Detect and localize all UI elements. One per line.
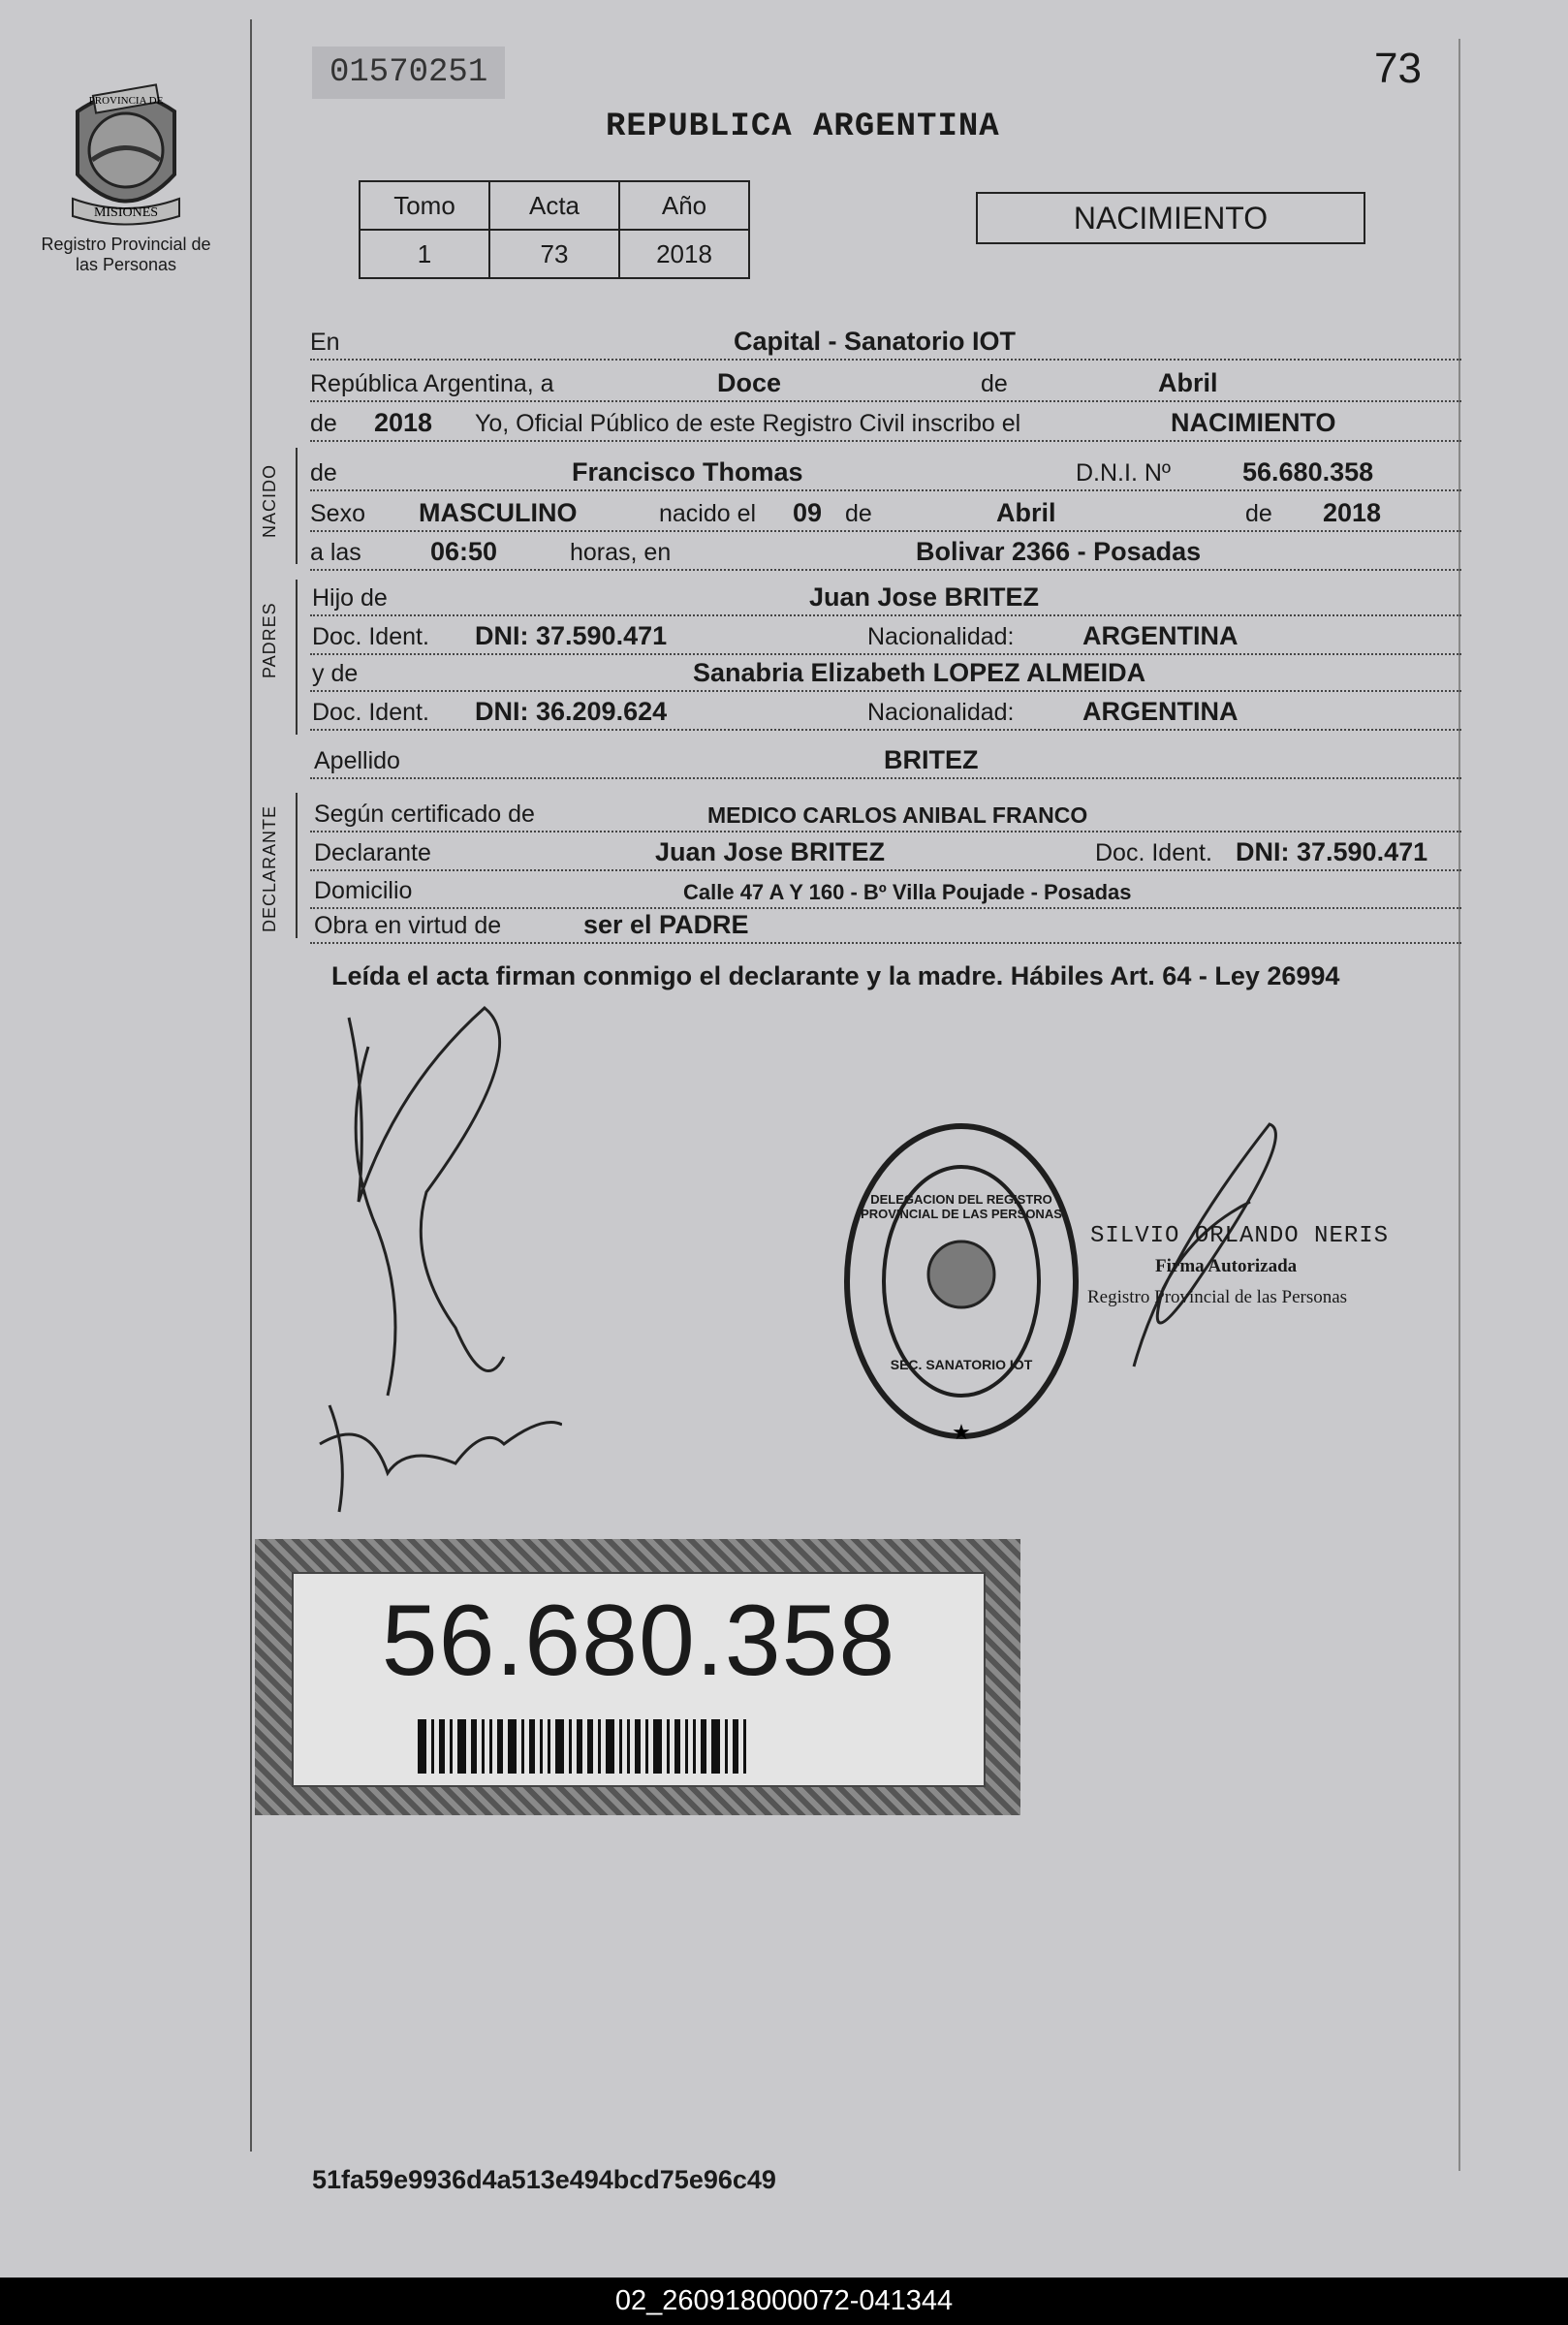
row-certificate bbox=[310, 792, 1461, 833]
value-certificate: MEDICO CARLOS ANIBAL FRANCO bbox=[707, 802, 1088, 828]
stamp-ring-text: DELEGACION DEL REGISTRO PROVINCIAL DE LAS PERSONAS bbox=[861, 1192, 1062, 1221]
official-name: SILVIO ORLANDO NERIS bbox=[1090, 1223, 1390, 1249]
barcode-bar bbox=[667, 1719, 670, 1774]
serial-number: 01570251 bbox=[312, 47, 505, 99]
label-republica: República Argentina, a bbox=[310, 370, 554, 397]
barcode-bar bbox=[693, 1719, 696, 1774]
label-yo-oficial: Yo, Oficial Público de este Registro Civil inscribo el bbox=[475, 410, 1021, 437]
label-nacionalidad: Nacionalidad: bbox=[867, 623, 1015, 650]
barcode-bar bbox=[701, 1719, 706, 1774]
stamp-inner-text: SEC. SANATORIO IOT bbox=[890, 1357, 1033, 1372]
label-domicilio: Domicilio bbox=[314, 877, 413, 904]
act-type-box: NACIMIENTO bbox=[976, 192, 1365, 244]
barcode-bar bbox=[521, 1719, 524, 1774]
barcode-bar bbox=[555, 1719, 564, 1774]
row-father-doc bbox=[310, 614, 1461, 655]
row-place bbox=[310, 320, 1461, 361]
value-father: Juan Jose BRITEZ bbox=[809, 582, 1040, 612]
label-nacido-el: nacido el bbox=[659, 500, 757, 527]
value-place: Capital - Sanatorio IOT bbox=[734, 327, 1017, 356]
barcode-bar bbox=[743, 1719, 746, 1774]
acta-value: 73 bbox=[489, 230, 619, 278]
barcode-bar bbox=[619, 1719, 622, 1774]
label-doc-ident: Doc. Ident. bbox=[312, 623, 429, 650]
row-sex bbox=[310, 491, 1461, 532]
row-mother-doc bbox=[310, 690, 1461, 731]
barcode-bar bbox=[431, 1719, 434, 1774]
svg-text:★: ★ bbox=[952, 1420, 971, 1444]
province-logo bbox=[53, 82, 199, 228]
label-de: de bbox=[981, 370, 1008, 397]
born-bracket bbox=[296, 448, 298, 564]
document-hash: 51fa59e9936d4a513e494bcd75e96c49 bbox=[312, 2165, 776, 2194]
label-apellido: Apellido bbox=[314, 747, 400, 774]
label-de-name: de bbox=[310, 459, 337, 487]
barcode-bar bbox=[482, 1719, 485, 1774]
label-segun-cert: Según certificado de bbox=[314, 801, 535, 828]
official-registry: Registro Provincial de las Personas bbox=[1087, 1287, 1348, 1307]
barcode-bar bbox=[725, 1719, 728, 1774]
label-doc-ident2: Doc. Ident. bbox=[312, 699, 429, 726]
barcode-bar bbox=[635, 1719, 641, 1774]
value-surname: BRITEZ bbox=[884, 745, 979, 774]
barcode-bar bbox=[439, 1719, 445, 1774]
barcode-number: 56.680.358 bbox=[381, 1585, 896, 1697]
label-doc-ident3: Doc. Ident. bbox=[1095, 839, 1212, 866]
row-father bbox=[310, 576, 1461, 616]
label-dni: D.N.I. Nº bbox=[1076, 459, 1172, 487]
barcode-bar bbox=[471, 1719, 477, 1774]
register-table bbox=[359, 180, 750, 279]
barcode-bar bbox=[540, 1719, 543, 1774]
row-by-virtue bbox=[310, 903, 1461, 944]
label-sexo: Sexo bbox=[310, 500, 365, 527]
value-declarant-doc: DNI: 37.590.471 bbox=[1236, 837, 1428, 866]
official-signature bbox=[1105, 1115, 1299, 1386]
value-dni: 56.680.358 bbox=[1242, 457, 1374, 487]
barcode-bar bbox=[587, 1719, 593, 1774]
closing-text: Leída el acta firman conmigo el declarante y la madre. Hábiles Art. 64 - Ley 26994 bbox=[331, 961, 1340, 990]
barcode-bar bbox=[508, 1719, 517, 1774]
barcode-bar bbox=[685, 1719, 688, 1774]
parents-bracket bbox=[296, 580, 298, 735]
label-de-month: de bbox=[845, 500, 872, 527]
barcode-bar bbox=[489, 1719, 492, 1774]
side-label-declarant: DECLARANTE bbox=[260, 804, 279, 932]
year-header: Año bbox=[619, 181, 749, 230]
barcode-bars bbox=[418, 1719, 863, 1774]
barcode-bar bbox=[577, 1719, 582, 1774]
value-mother-doc: DNI: 36.209.624 bbox=[475, 697, 668, 726]
value-birth-day: 09 bbox=[793, 498, 823, 527]
logo-bottom-text: MISIONES bbox=[93, 205, 159, 220]
tomo-header: Tomo bbox=[360, 181, 489, 230]
row-surname bbox=[310, 738, 1461, 779]
value-name: Francisco Thomas bbox=[572, 457, 803, 487]
label-y-de: y de bbox=[312, 660, 359, 687]
side-label-born: NACIDO bbox=[260, 463, 279, 538]
barcode-sticker bbox=[255, 1539, 1020, 1815]
barcode-bar bbox=[548, 1719, 550, 1774]
country-title: REPUBLICA ARGENTINA bbox=[606, 109, 1000, 145]
declarant-signature bbox=[310, 989, 562, 1531]
barcode-bar bbox=[457, 1719, 466, 1774]
barcode-bar bbox=[733, 1719, 738, 1774]
value-day: Doce bbox=[717, 368, 782, 397]
value-father-nat: ARGENTINA bbox=[1082, 621, 1239, 650]
official-role: Firma Autorizada bbox=[1155, 1256, 1298, 1276]
row-date bbox=[310, 361, 1461, 402]
value-by-virtue: ser el PADRE bbox=[583, 910, 749, 939]
value-birth-year: 2018 bbox=[1323, 498, 1382, 527]
row-mother bbox=[310, 651, 1461, 692]
barcode-bar bbox=[606, 1719, 614, 1774]
footer-id: 02_260918000072-041344 bbox=[0, 2278, 1568, 2325]
barcode-bar bbox=[418, 1719, 426, 1774]
value-year: 2018 bbox=[374, 408, 433, 437]
value-act: NACIMIENTO bbox=[1171, 408, 1336, 437]
year-value: 2018 bbox=[619, 230, 749, 278]
value-mother-nat: ARGENTINA bbox=[1082, 697, 1239, 726]
label-en: En bbox=[310, 329, 340, 356]
value-birth-month: Abril bbox=[996, 498, 1056, 527]
barcode-bar bbox=[645, 1719, 648, 1774]
barcode-bar bbox=[653, 1719, 662, 1774]
side-label-parents: PADRES bbox=[260, 602, 279, 678]
barcode-bar bbox=[674, 1719, 680, 1774]
row-name bbox=[310, 451, 1461, 491]
acta-header: Acta bbox=[489, 181, 619, 230]
label-nacionalidad2: Nacionalidad: bbox=[867, 699, 1015, 726]
official-stamp bbox=[835, 1115, 1087, 1449]
page-number: 73 bbox=[1374, 45, 1422, 92]
registry-name: Registro Provincial de las Personas bbox=[41, 235, 211, 274]
row-declarant bbox=[310, 831, 1461, 871]
left-margin-line bbox=[250, 19, 252, 2152]
row-time bbox=[310, 530, 1461, 571]
barcode-bar bbox=[711, 1719, 720, 1774]
barcode-bar bbox=[598, 1719, 601, 1774]
label-horas-en: horas, en bbox=[570, 539, 672, 566]
value-address: Calle 47 A Y 160 - Bº Villa Poujade - Posadas bbox=[683, 880, 1132, 904]
declarant-bracket bbox=[296, 793, 298, 938]
label-declarante: Declarante bbox=[314, 839, 431, 866]
barcode-bar bbox=[450, 1719, 453, 1774]
barcode-bar bbox=[627, 1719, 630, 1774]
value-time: 06:50 bbox=[430, 537, 498, 566]
value-father-doc: DNI: 37.590.471 bbox=[475, 621, 668, 650]
label-de2: de bbox=[310, 410, 337, 437]
value-mother: Sanabria Elizabeth LOPEZ ALMEIDA bbox=[693, 658, 1146, 687]
barcode-panel bbox=[292, 1572, 986, 1787]
value-birth-place: Bolivar 2366 - Posadas bbox=[916, 537, 1202, 566]
row-year bbox=[310, 401, 1461, 442]
barcode-bar bbox=[497, 1719, 503, 1774]
value-sex: MASCULINO bbox=[419, 498, 578, 527]
logo-top-text: PROVINCIA DE bbox=[88, 95, 164, 107]
value-declarant: Juan Jose BRITEZ bbox=[655, 837, 886, 866]
tomo-value: 1 bbox=[360, 230, 489, 278]
label-hijo-de: Hijo de bbox=[312, 584, 388, 612]
barcode-bar bbox=[569, 1719, 572, 1774]
label-obra: Obra en virtud de bbox=[314, 912, 502, 939]
value-month: Abril bbox=[1158, 368, 1218, 397]
barcode-bar bbox=[529, 1719, 535, 1774]
label-de-year: de bbox=[1245, 500, 1272, 527]
label-a-las: a las bbox=[310, 539, 361, 566]
